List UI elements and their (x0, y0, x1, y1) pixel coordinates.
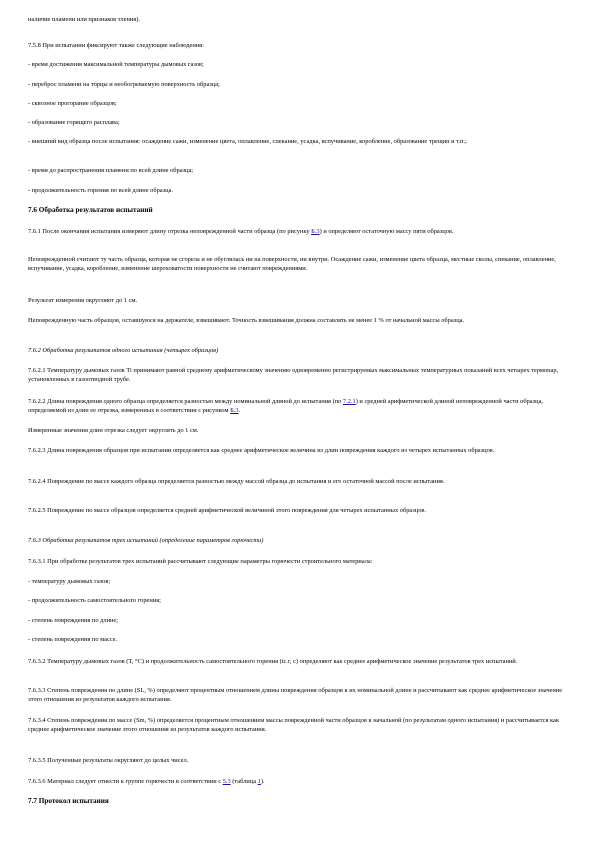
list-item-burn-through: - сквозное прогорание образцов; (28, 100, 117, 107)
paragraph-7-5-8: 7.5.8 При испытании фиксируют также следующие наблюдения: (28, 42, 204, 49)
text-segment: 7.6.2.2 Длина повреждения одного образца определяется разностью между номинальной длиной до испытания (по (28, 398, 343, 405)
paragraph-7-6-3-2: 7.6.3.2 Температуру дымовых газов (T, °C) и продолжительность самостоятельного горения (tс.г, с) определяют как среднее арифметическое значение результатов трех испытаний. (28, 658, 518, 665)
text-segment: 7.6.1 После окончания испытания измеряют длину отрезка неповрежденной части образца (по рисунку (28, 228, 312, 235)
list-item-burning-melt: - образование горящего расплава; (28, 119, 120, 126)
subheading-7-6-3: 7.6.3 Обработка результатов трех испытаний (определение параметров горючести) (28, 537, 264, 544)
list-item-flue-gas-temp: - температуру дымовых газов; (28, 578, 111, 585)
text-segment: ). (260, 778, 265, 785)
paragraph-7-6-3-6 (28, 777, 568, 786)
list-item-mass-damage: - степень повреждения по массе. (28, 636, 118, 643)
list-item-self-burning: - продолжительность самостоятельного горения; (28, 597, 161, 604)
paragraph-7-6-3-1: 7.6.3.1 При обработке результатов трех испытаний рассчитывают следующие параметры горючести строительного материала: (28, 558, 373, 565)
text-segment: 7.6.3.6 Материал следует отнести к группе горючести в соответствии с (28, 778, 223, 785)
section-link-5-3[interactable]: 5.3 (222, 778, 231, 785)
paragraph-7-6-3-5: 7.6.3.5 Полученные результаты округляют до целых чисел. (28, 757, 189, 764)
paragraph-7-6-2-4: 7.6.2.4 Повреждение по массе каждого образца определяется разностью между массой образца до испытания и его остаточной массой после испытания. (28, 478, 445, 485)
paragraph-7-6-1 (28, 227, 568, 236)
paragraph-flame-signs: наличие пламени или признаков тления). (28, 16, 140, 23)
list-item-spread-time: - время до распространения пламени по всей длине образца; (28, 167, 194, 174)
paragraph-7-6-3-3: 7.6.3.3 Степень повреждения по длине (SL, %) определяют процентным отношением длины повреждения образцов к их номинальной длине и рассчитывают как среднее арифметическое значение этого отношения из результатов каждого испытания. (28, 687, 563, 704)
heading-7-7: 7.7 Протокол испытания (28, 797, 109, 805)
list-item-length-damage: - степень повреждения по длине; (28, 617, 119, 624)
table-link-1[interactable]: 1 (257, 778, 261, 785)
figure-link-b3[interactable]: Б.3 (311, 228, 320, 235)
paragraph-7-6-2-2 (28, 397, 568, 416)
figure-link-b3-second[interactable]: Б.3 (230, 407, 239, 415)
heading-7-6: 7.6 Обработка результатов испытаний (28, 206, 153, 214)
paragraph-7-6-2-3: 7.6.2.3 Длина повреждения образцов при испытании определяется как среднее арифметическое величина из длин повреждения каждого из четырех испытанных образцов. (28, 447, 495, 454)
text-segment: . (238, 407, 241, 415)
paragraph-undamaged-definition: Неповрежденной считают ту часть образца, которая не сгорела и не обуглилась ни на поверхности, ни внутри. Осаждение сажи, изменение цвета образца, местные сколы, спекание, оплавление, вспучивание, усадка, коробление, изменение шероховатости поверхности не считают повреждениями. (28, 256, 556, 273)
paragraph-7-6-3-4: 7.6.3.4 Степень повреждения по массе (Sm, %) определяется процентным отношением массы поврежденной части образцов к начальной (по результатам одного испытания) и рассчитывается как среднее арифметическое значение этого отношения из результатов каждого испытания. (28, 717, 559, 734)
paragraph-weighing: Неповрежденную часть образцов, оставшуюся на держателе, взвешивают. Точность взвешивания должна составлять не менее 1 % от начальной массы образца. (28, 317, 465, 324)
list-item-flame-spread-ends: - переброс пламени на торцы и необогреваемую поверхность образца; (28, 81, 220, 88)
paragraph-7-6-2-1: 7.6.2.1 Температуру дымовых газов Ti принимают равной среднему арифметическому значению одновременно регистрируемых максимальных температурных показаний всех четырех термопар, установленных в газоотводной трубе. (28, 367, 559, 384)
text-segment: ) и определяют остаточную массу пяти образцов. (319, 228, 454, 235)
section-link-7-2-1[interactable]: 7.2.1 (342, 398, 356, 405)
list-item-max-temp-time: - время достижения максимальной температуры дымовых газов; (28, 61, 204, 68)
text-segment: ) и средней арифметической длиной неповрежденной части образца, определяемой из длин ее отрезка, измеренных в соответствии с рисунком (28, 398, 544, 415)
list-item-appearance: - внешний вид образца после испытания: осаждение сажи, изменение цвета, оплавление, спекание, усадка, вспучивание, коробление, образование трещин и т.п.; (28, 138, 467, 145)
text-segment: (таблица (230, 778, 258, 785)
paragraph-length-rounding: Измеренные значения длин отрезка следует округлять до 1 см. (28, 427, 199, 434)
paragraph-7-6-2-5: 7.6.2.5 Повреждение по массе образцов определяется средней арифметической величиной этого повреждения для четырех испытанных образцов. (28, 507, 427, 514)
list-item-burning-duration: - продолжительность горения по всей длине образца. (28, 187, 173, 194)
subheading-7-6-2: 7.6.2 Обработка результатов одного испытания (четырех образцов) (28, 347, 219, 354)
paragraph-rounding-1cm: Результат измерения округляют до 1 см. (28, 297, 138, 304)
